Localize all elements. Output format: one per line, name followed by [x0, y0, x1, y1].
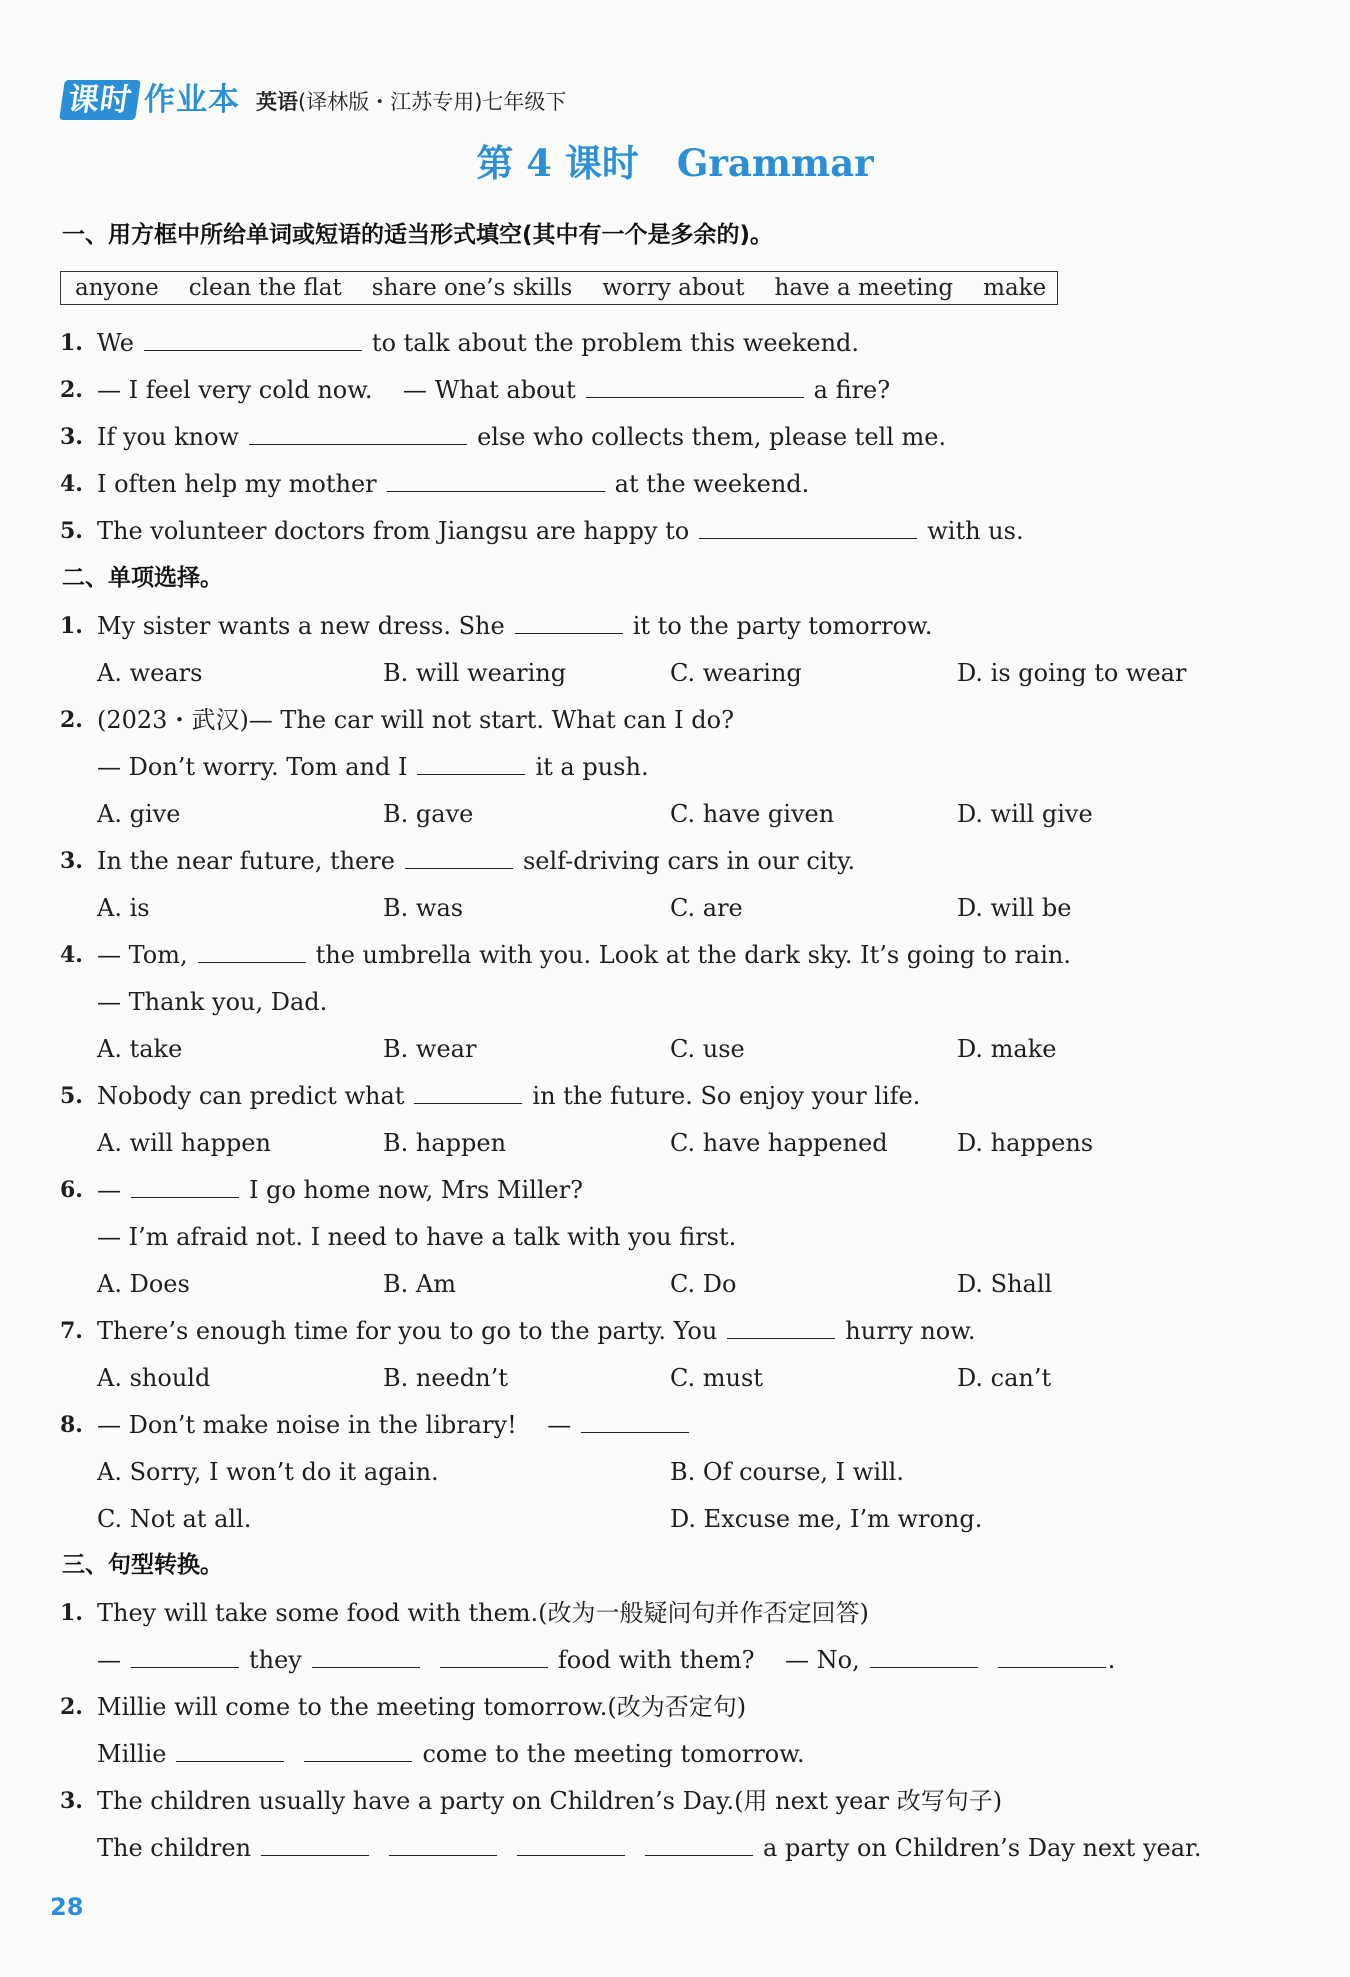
option-b[interactable]: B. Am [383, 1270, 456, 1298]
answer-blank[interactable] [304, 1737, 412, 1762]
s2-q8-number: 8. [60, 1412, 83, 1438]
s1-q4: I often help my mother at the weekend. [97, 466, 809, 502]
option-c[interactable]: C. have happened [670, 1129, 888, 1157]
s2-q2-number: 2. [60, 707, 83, 733]
option-a[interactable]: A. wears [97, 659, 203, 687]
option-b[interactable]: B. needn’t [383, 1364, 508, 1392]
s1-q3-number: 3. [60, 424, 83, 450]
answer-blank[interactable] [440, 1643, 548, 1668]
answer-blank[interactable] [312, 1643, 420, 1668]
option-a[interactable]: A. will happen [97, 1129, 271, 1157]
s2-q1-number: 1. [60, 613, 83, 639]
s2-q1: My sister wants a new dress. She it to the party tomorrow. [97, 608, 932, 644]
answer-blank[interactable] [515, 609, 623, 634]
answer-blank[interactable] [586, 373, 804, 398]
option-b[interactable]: B. was [383, 894, 464, 922]
s3-q2-line1: Millie will come to the meeting tomorrow.(改为否定句) [97, 1693, 747, 1721]
option-b[interactable]: B. gave [383, 800, 474, 828]
s2-q5-number: 5. [60, 1083, 83, 1109]
answer-blank[interactable] [414, 1079, 522, 1104]
s2-q6-number: 6. [60, 1177, 83, 1203]
answer-blank[interactable] [249, 420, 467, 445]
s3-q1-number: 1. [60, 1600, 83, 1626]
answer-blank[interactable] [389, 1831, 497, 1856]
s2-q6-line2: — I’m afraid not. I need to have a talk with you first. [97, 1223, 737, 1251]
option-b[interactable]: B. wear [383, 1035, 477, 1063]
word-box [60, 271, 1058, 305]
option-a[interactable]: A. Sorry, I won’t do it again. [97, 1458, 439, 1486]
s3-q3-number: 3. [60, 1788, 83, 1814]
answer-blank[interactable] [387, 467, 605, 492]
word-option: anyone [75, 275, 159, 301]
word-option: have a meeting [774, 275, 954, 301]
answer-blank[interactable] [870, 1643, 978, 1668]
s3-q2-number: 2. [60, 1694, 83, 1720]
option-c[interactable]: C. Not at all. [97, 1505, 252, 1533]
option-b[interactable]: B. happen [383, 1129, 507, 1157]
option-d[interactable]: D. will give [957, 800, 1093, 828]
option-a[interactable]: A. take [97, 1035, 183, 1063]
s1-q3: If you know else who collects them, please tell me. [97, 419, 946, 455]
brand-name: 作业本 [144, 82, 240, 118]
option-d[interactable]: D. Excuse me, I’m wrong. [670, 1505, 983, 1533]
s2-q8: — Don’t make noise in the library! — [97, 1407, 699, 1443]
option-b[interactable]: B. Of course, I will. [670, 1458, 904, 1486]
option-d[interactable]: D. can’t [957, 1364, 1052, 1392]
option-d[interactable]: D. happens [957, 1129, 1094, 1157]
s3-q1-line2: — they food with them? — No, . [97, 1642, 1115, 1678]
s1-q1: We to talk about the problem this weekend. [97, 325, 859, 361]
option-a[interactable]: A. is [97, 894, 150, 922]
answer-blank[interactable] [581, 1408, 689, 1433]
s2-q6: — I go home now, Mrs Miller? [97, 1172, 583, 1208]
answer-blank[interactable] [131, 1643, 239, 1668]
answer-blank[interactable] [198, 938, 306, 963]
s3-q3-line1: The children usually have a party on Children’s Day.(用 next year 改写句子) [97, 1787, 1003, 1815]
option-b[interactable]: B. will wearing [383, 659, 567, 687]
section2-heading: 二、单项选择。 [62, 565, 223, 591]
option-c[interactable]: C. must [670, 1364, 763, 1392]
s1-q5-number: 5. [60, 518, 83, 544]
s1-q4-number: 4. [60, 471, 83, 497]
word-option: make [983, 275, 1047, 301]
option-d[interactable]: D. will be [957, 894, 1072, 922]
s1-q2: — I feel very cold now. — What about a fire? [97, 372, 890, 408]
answer-blank[interactable] [699, 514, 917, 539]
s2-q3-number: 3. [60, 848, 83, 874]
answer-blank[interactable] [517, 1831, 625, 1856]
section3-heading: 三、句型转换。 [62, 1552, 223, 1578]
s2-q2-line2: — Don’t worry. Tom and I it a push. [97, 749, 649, 785]
s2-q4-number: 4. [60, 942, 83, 968]
s2-q3: In the near future, there self-driving cars in our city. [97, 843, 855, 879]
option-c[interactable]: C. have given [670, 800, 835, 828]
lesson-number: 第 4 课时 [476, 141, 639, 185]
option-c[interactable]: C. are [670, 894, 743, 922]
option-a[interactable]: A. should [97, 1364, 211, 1392]
s2-q7-number: 7. [60, 1318, 83, 1344]
section1-heading: 一、用方框中所给单词或短语的适当形式填空(其中有一个是多余的)。 [62, 222, 774, 248]
word-option: share one’s skills [371, 275, 573, 301]
answer-blank[interactable] [417, 750, 525, 775]
page-header [62, 74, 566, 120]
answer-blank[interactable] [727, 1314, 835, 1339]
s3-q1-line1: They will take some food with them.(改为一般疑问句并作否定回答) [97, 1599, 869, 1627]
s1-q1-number: 1. [60, 330, 83, 356]
brand-logo: 课时 [59, 80, 141, 120]
s3-q3-line2: The children a party on Children’s Day next year. [97, 1830, 1201, 1866]
page-number: 28 [50, 1893, 84, 1921]
option-c[interactable]: C. wearing [670, 659, 802, 687]
option-a[interactable]: A. give [97, 800, 181, 828]
option-d[interactable]: D. is going to wear [957, 659, 1187, 687]
answer-blank[interactable] [261, 1831, 369, 1856]
answer-blank[interactable] [405, 844, 513, 869]
answer-blank[interactable] [131, 1173, 239, 1198]
lesson-name: Grammar [676, 141, 874, 185]
option-d[interactable]: D. Shall [957, 1270, 1053, 1298]
s2-q7: There’s enough time for you to go to the party. You hurry now. [97, 1313, 976, 1349]
option-c[interactable]: C. Do [670, 1270, 737, 1298]
s2-q4: — Tom, the umbrella with you. Look at the dark sky. It’s going to rain. [97, 937, 1071, 973]
option-d[interactable]: D. make [957, 1035, 1057, 1063]
s3-q2-line2: Millie come to the meeting tomorrow. [97, 1736, 805, 1772]
option-a[interactable]: A. Does [97, 1270, 190, 1298]
answer-blank[interactable] [176, 1737, 284, 1762]
option-c[interactable]: C. use [670, 1035, 745, 1063]
answer-blank[interactable] [144, 326, 362, 351]
word-option: clean the flat [188, 275, 342, 301]
s1-q2-number: 2. [60, 377, 83, 403]
s2-q5: Nobody can predict what in the future. So enjoy your life. [97, 1078, 920, 1114]
answer-blank[interactable] [998, 1643, 1106, 1668]
subject-label: 英语(译林版・江苏专用)七年级下 [256, 90, 567, 114]
lesson-title [0, 136, 1350, 190]
answer-blank[interactable] [645, 1831, 753, 1856]
s1-q5: The volunteer doctors from Jiangsu are happy to with us. [97, 513, 1024, 549]
s2-q2-line1: (2023・武汉)— The car will not start. What can I do? [97, 706, 734, 734]
word-option: worry about [602, 275, 745, 301]
s2-q4-line2: — Thank you, Dad. [97, 988, 328, 1016]
